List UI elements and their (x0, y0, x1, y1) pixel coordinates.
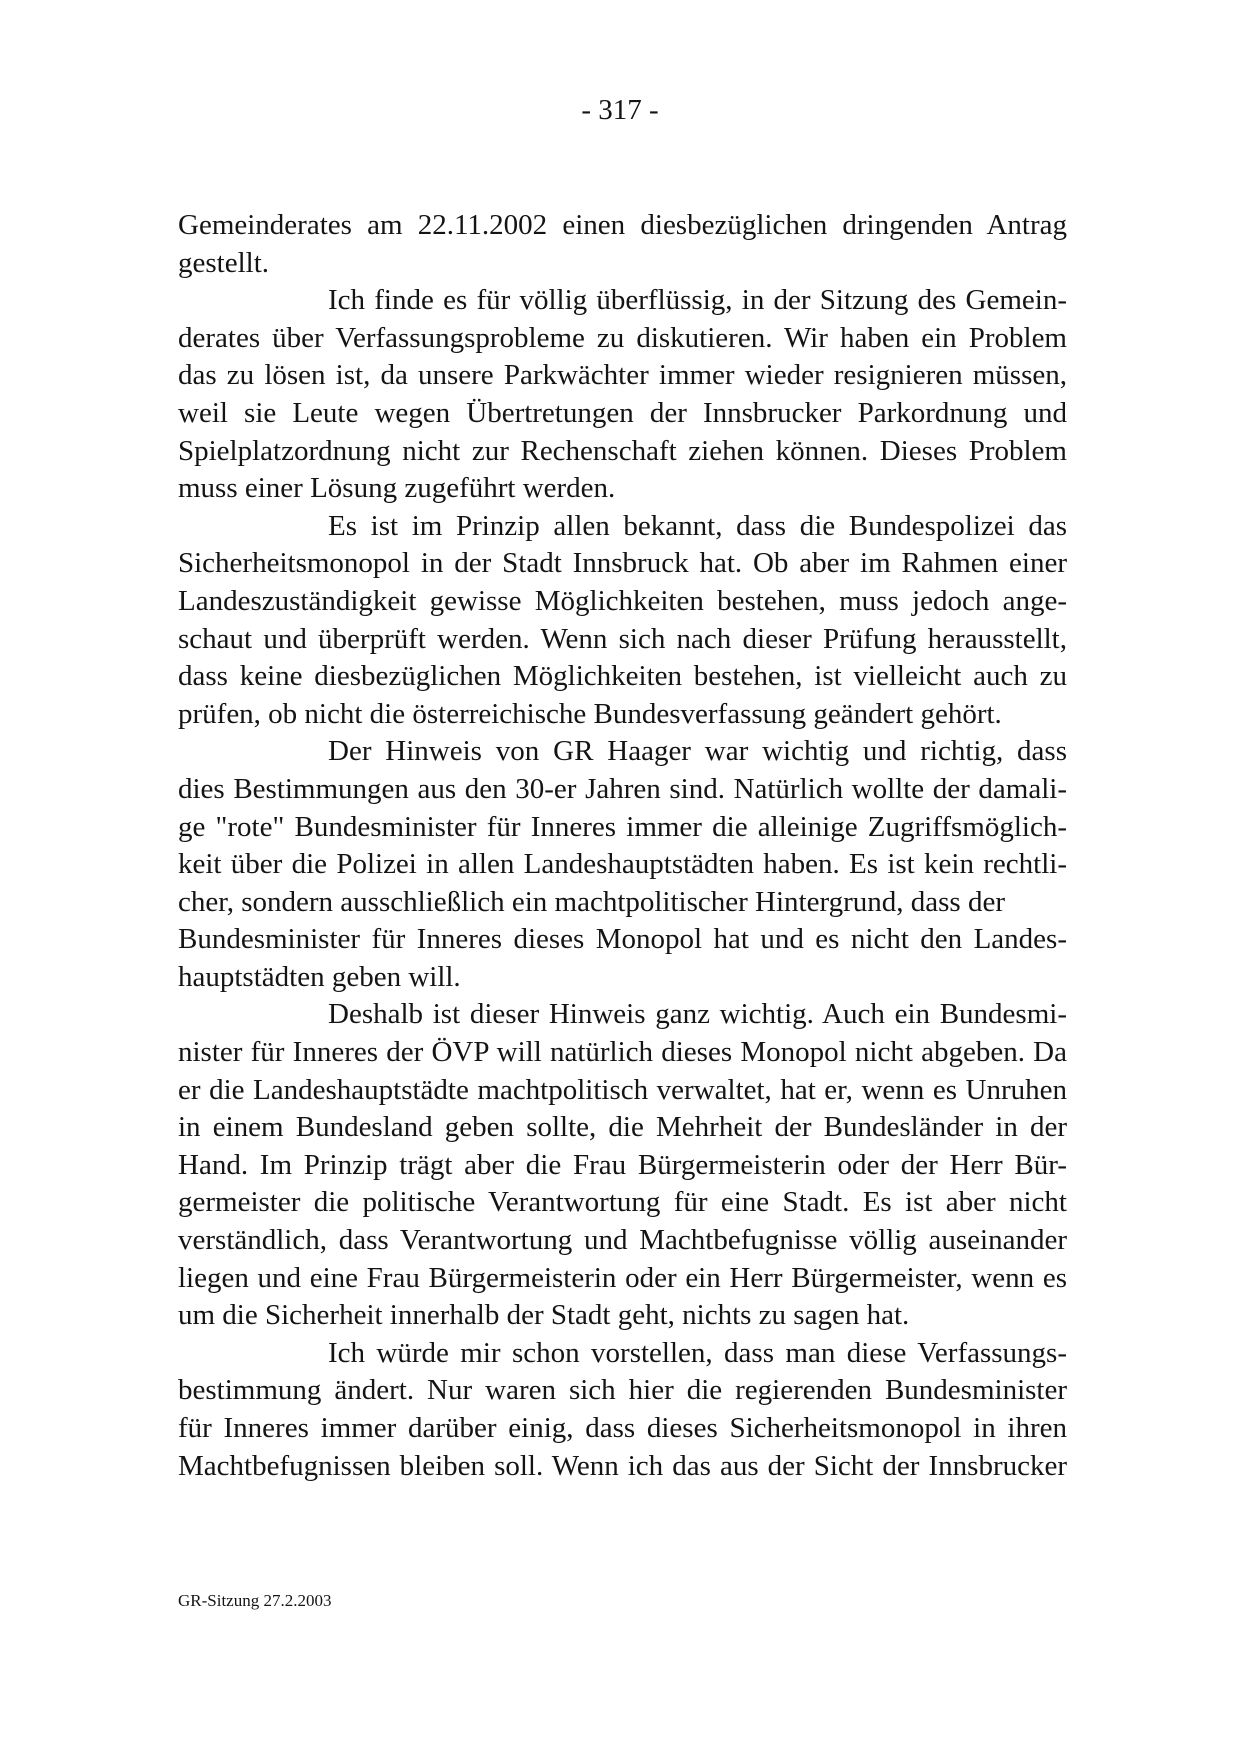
text-line: nister für Inneres der ÖVP will natürlich dieses Monopol nicht abgeben. Da (178, 1036, 1067, 1069)
text-line: Ich würde mir schon vorstellen, dass man diese Verfassungs- (328, 1336, 1067, 1369)
text-line: Hand. Im Prinzip trägt aber die Frau Bürgermeisterin oder der Herr Bür- (178, 1148, 1067, 1181)
text-line: verständlich, dass Verantwortung und Machtbefugnisse völlig auseinander (178, 1224, 1067, 1257)
text-line: Sicherheitsmonopol in der Stadt Innsbruck hat. Ob aber im Rahmen einer (178, 547, 1067, 580)
text-line: prüfen, ob nicht die österreichische Bundesverfassung geändert gehört. (178, 697, 1002, 730)
text-line: für Inneres immer darüber einig, dass dieses Sicherheitsmonopol in ihren (178, 1412, 1067, 1444)
text-line: Gemeinderates am 22.11.2002 einen diesbezüglichen dringenden Antrag (178, 209, 1067, 241)
text-line: in einem Bundesland geben sollte, die Mehrheit der Bundesländer in der (178, 1111, 1067, 1144)
text-line: Spielplatzordnung nicht zur Rechenschaft ziehen können. Dieses Problem (178, 434, 1067, 467)
text-line: keit über die Polizei in allen Landeshauptstädten haben. Es ist kein rechtli- (178, 848, 1067, 881)
text-line: schaut und überprüft werden. Wenn sich nach dieser Prüfung herausstellt, (178, 622, 1067, 655)
text-line: weil sie Leute wegen Übertretungen der Innsbrucker Parkordnung und (178, 396, 1067, 429)
text-line: dies Bestimmungen aus den 30-er Jahren sind. Natürlich wollte der damali- (178, 772, 1067, 805)
text-line: liegen und eine Frau Bürgermeisterin oder ein Herr Bürgermeister, wenn es (178, 1261, 1067, 1294)
text-line: bestimmung ändert. Nur waren sich hier die regierenden Bundesminister (178, 1374, 1067, 1407)
text-line: Landeszuständigkeit gewisse Möglichkeiten bestehen, muss jedoch ange- (178, 584, 1067, 617)
body-text (178, 207, 1067, 1485)
text-line: Der Hinweis von GR Haager war wichtig und richtig, dass (328, 735, 1067, 768)
text-line: um die Sicherheit innerhalb der Stadt geht, nichts zu sagen hat. (178, 1299, 910, 1332)
text-line: Machtbefugnissen bleiben soll. Wenn ich das aus der Sicht der Innsbrucker (178, 1449, 1067, 1482)
text-line: Bundesminister für Inneres dieses Monopol hat und es nicht den Landes- (178, 923, 1067, 956)
text-line: dass keine diesbezüglichen Möglichkeiten bestehen, ist vielleicht auch zu (178, 660, 1067, 693)
text-line: Ich finde es für völlig überflüssig, in der Sitzung des Gemein- (328, 284, 1067, 317)
text-line: muss einer Lösung zugeführt werden. (178, 472, 616, 505)
text-line: cher, sondern ausschließlich ein machtpolitischer Hintergrund, dass der (178, 885, 1005, 918)
footer-session-date: GR-Sitzung 27.2.2003 (178, 1591, 332, 1610)
text-line: derates über Verfassungsprobleme zu diskutieren. Wir haben ein Problem (178, 321, 1067, 354)
text-line: gestellt. (178, 246, 270, 279)
text-line: ge "rote" Bundesminister für Inneres immer die alleinige Zugriffsmöglich- (178, 810, 1067, 843)
text-line: er die Landeshauptstädte machtpolitisch verwaltet, hat er, wenn es Unruhen (178, 1073, 1067, 1106)
text-line: germeister die politische Verantwortung für eine Stadt. Es ist aber nicht (178, 1186, 1067, 1219)
text-line: hauptstädten geben will. (178, 960, 461, 993)
text-line: Deshalb ist dieser Hinweis ganz wichtig. Auch ein Bundesmi- (328, 998, 1067, 1031)
text-line: Es ist im Prinzip allen bekannt, dass die Bundespolizei das (328, 509, 1067, 542)
page-number: - 317 - (581, 94, 659, 126)
text-line: das zu lösen ist, da unsere Parkwächter immer wieder resignieren müssen, (178, 359, 1067, 392)
